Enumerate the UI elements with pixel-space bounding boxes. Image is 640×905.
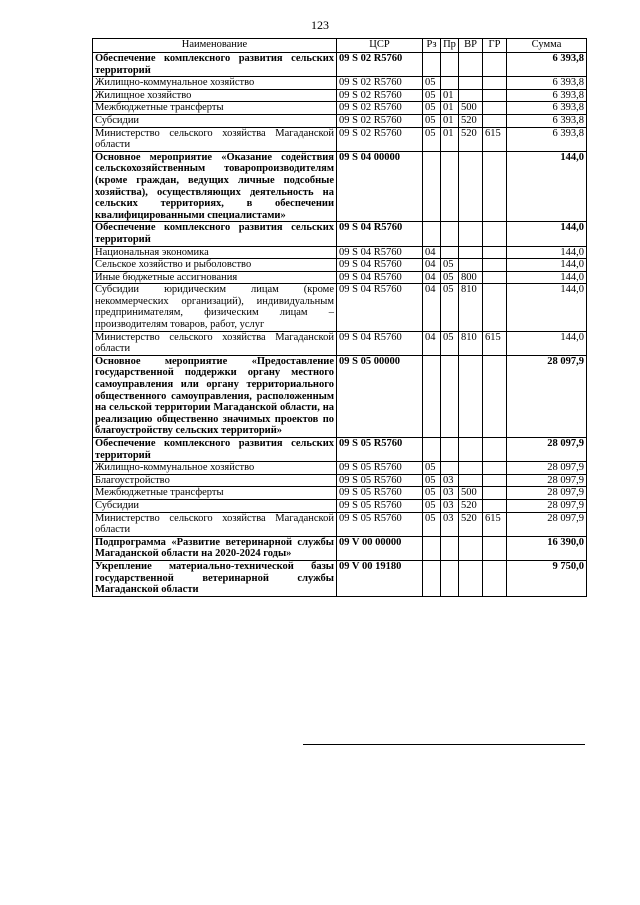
- cell-name: Жилищное хозяйство: [93, 89, 337, 102]
- table-row: [93, 331, 587, 355]
- cell-rz: 05: [423, 474, 441, 487]
- cell-csr: 09 S 05 R5760: [337, 499, 423, 512]
- cell-csr: 09 S 05 R5760: [337, 512, 423, 536]
- header-csr: ЦСР: [337, 39, 423, 53]
- cell-rz: 05: [423, 462, 441, 475]
- cell-csr: 09 S 05 R5760: [337, 462, 423, 475]
- cell-sum: 28 097,9: [507, 499, 587, 512]
- cell-name: Жилищно-коммунальное хозяйство: [93, 77, 337, 90]
- cell-pr: 01: [441, 114, 459, 127]
- cell-pr: 05: [441, 331, 459, 355]
- cell-rz: [423, 355, 441, 437]
- cell-sum: 144,0: [507, 271, 587, 284]
- cell-vr: [459, 53, 483, 77]
- cell-name: Благоустройство: [93, 474, 337, 487]
- cell-rz: 05: [423, 499, 441, 512]
- cell-pr: 03: [441, 487, 459, 500]
- table-row: [93, 102, 587, 115]
- cell-rz: 05: [423, 487, 441, 500]
- cell-gr: 615: [483, 512, 507, 536]
- table-row: [93, 512, 587, 536]
- header-row: [93, 39, 587, 53]
- cell-name: Обеспечение комплексного развития сельских территорий: [93, 53, 337, 77]
- cell-sum: 144,0: [507, 246, 587, 259]
- cell-pr: [441, 355, 459, 437]
- table-row: [93, 536, 587, 560]
- cell-name: Жилищно-коммунальное хозяйство: [93, 462, 337, 475]
- table-row: [93, 246, 587, 259]
- cell-rz: 04: [423, 284, 441, 331]
- cell-rz: 05: [423, 102, 441, 115]
- cell-sum: 28 097,9: [507, 355, 587, 437]
- cell-sum: 28 097,9: [507, 474, 587, 487]
- cell-vr: [459, 355, 483, 437]
- cell-csr: 09 S 04 R5760: [337, 259, 423, 272]
- cell-rz: [423, 151, 441, 222]
- cell-name: Межбюджетные трансферты: [93, 102, 337, 115]
- cell-gr: 615: [483, 331, 507, 355]
- cell-vr: 520: [459, 512, 483, 536]
- cell-sum: 6 393,8: [507, 77, 587, 90]
- cell-vr: 500: [459, 487, 483, 500]
- cell-vr: 810: [459, 331, 483, 355]
- cell-gr: [483, 259, 507, 272]
- cell-rz: 04: [423, 246, 441, 259]
- header-sum: Сумма: [507, 39, 587, 53]
- cell-pr: [441, 246, 459, 259]
- table-row: [93, 53, 587, 77]
- cell-name: Субсидии юридическим лицам (кроме некоммерческих организаций), индивидуальным предпринимателям, физическим лицам – производителям товаров, работ, услуг: [93, 284, 337, 331]
- cell-rz: 05: [423, 77, 441, 90]
- cell-name: Министерство сельского хозяйства Магаданской области: [93, 331, 337, 355]
- cell-vr: [459, 222, 483, 246]
- table-body: [93, 53, 587, 597]
- header-rz: Рз: [423, 39, 441, 53]
- table-row: [93, 114, 587, 127]
- table-row: [93, 222, 587, 246]
- cell-csr: 09 S 02 R5760: [337, 127, 423, 151]
- cell-pr: 05: [441, 284, 459, 331]
- cell-sum: 9 750,0: [507, 560, 587, 596]
- cell-csr: 09 S 02 R5760: [337, 77, 423, 90]
- cell-vr: [459, 462, 483, 475]
- cell-gr: [483, 222, 507, 246]
- cell-name: Основное мероприятие «Предоставление государственной поддержки органу местного самоуправления или органу территориального общественного самоуправления, расположенным на сельской территории Магаданской области, на реализацию общественно значимых проектов по благоустройству сельских территорий»: [93, 355, 337, 437]
- cell-vr: [459, 560, 483, 596]
- cell-gr: 615: [483, 127, 507, 151]
- cell-pr: 03: [441, 474, 459, 487]
- table-row: [93, 560, 587, 596]
- table-row: [93, 151, 587, 222]
- cell-vr: [459, 259, 483, 272]
- cell-sum: 144,0: [507, 222, 587, 246]
- cell-vr: [459, 89, 483, 102]
- page-number: 123: [311, 18, 329, 32]
- table-row: [93, 438, 587, 462]
- table-row: [93, 284, 587, 331]
- cell-name: Межбюджетные трансферты: [93, 487, 337, 500]
- cell-vr: [459, 474, 483, 487]
- cell-vr: [459, 151, 483, 222]
- cell-csr: 09 S 04 R5760: [337, 331, 423, 355]
- table-header: [93, 39, 587, 53]
- cell-gr: [483, 355, 507, 437]
- cell-csr: 09 S 04 R5760: [337, 271, 423, 284]
- cell-vr: [459, 536, 483, 560]
- cell-rz: 05: [423, 114, 441, 127]
- cell-gr: [483, 487, 507, 500]
- cell-csr: 09 S 02 R5760: [337, 89, 423, 102]
- table-row: [93, 271, 587, 284]
- cell-gr: [483, 89, 507, 102]
- cell-gr: [483, 438, 507, 462]
- table-row: [93, 355, 587, 437]
- cell-rz: 05: [423, 127, 441, 151]
- cell-pr: 05: [441, 259, 459, 272]
- cell-pr: [441, 222, 459, 246]
- cell-rz: [423, 53, 441, 77]
- cell-name: Национальная экономика: [93, 246, 337, 259]
- cell-name: Укрепление материально-технической базы государственной ветеринарной службы Магаданской области: [93, 560, 337, 596]
- cell-name: Министерство сельского хозяйства Магаданской области: [93, 512, 337, 536]
- cell-rz: [423, 222, 441, 246]
- cell-name: Субсидии: [93, 114, 337, 127]
- cell-pr: [441, 560, 459, 596]
- cell-csr: 09 V 00 19180: [337, 560, 423, 596]
- cell-vr: 520: [459, 114, 483, 127]
- cell-sum: 144,0: [507, 151, 587, 222]
- cell-vr: [459, 438, 483, 462]
- cell-sum: 6 393,8: [507, 127, 587, 151]
- cell-csr: 09 S 05 R5760: [337, 438, 423, 462]
- cell-name: Сельское хозяйство и рыболовство: [93, 259, 337, 272]
- cell-csr: 09 S 02 R5760: [337, 53, 423, 77]
- cell-sum: 144,0: [507, 331, 587, 355]
- cell-pr: 01: [441, 102, 459, 115]
- cell-sum: 144,0: [507, 284, 587, 331]
- cell-csr: 09 S 04 R5760: [337, 246, 423, 259]
- header-gr: ГР: [483, 39, 507, 53]
- table-row: [93, 462, 587, 475]
- cell-name: Обеспечение комплексного развития сельских территорий: [93, 438, 337, 462]
- cell-gr: [483, 560, 507, 596]
- cell-rz: [423, 536, 441, 560]
- cell-csr: 09 S 02 R5760: [337, 102, 423, 115]
- cell-pr: 03: [441, 499, 459, 512]
- cell-csr: 09 S 05 R5760: [337, 487, 423, 500]
- cell-pr: 05: [441, 271, 459, 284]
- cell-pr: [441, 536, 459, 560]
- cell-pr: [441, 151, 459, 222]
- cell-csr: 09 S 05 00000: [337, 355, 423, 437]
- cell-pr: [441, 438, 459, 462]
- budget-table: [92, 38, 587, 597]
- cell-name: Основное мероприятие «Оказание содействия сельскохозяйственным товаропроизводителям (кроме граждан, ведущих личные подсобные хозяйства), осуществляющих деятельность на сельских территориях, в обеспечении квалифицированными специалистами»: [93, 151, 337, 222]
- table-row: [93, 499, 587, 512]
- cell-sum: 6 393,8: [507, 53, 587, 77]
- cell-gr: [483, 284, 507, 331]
- cell-gr: [483, 246, 507, 259]
- cell-csr: 09 V 00 00000: [337, 536, 423, 560]
- cell-sum: 6 393,8: [507, 114, 587, 127]
- cell-sum: 28 097,9: [507, 462, 587, 475]
- cell-gr: [483, 102, 507, 115]
- cell-sum: 6 393,8: [507, 102, 587, 115]
- table-row: [93, 89, 587, 102]
- cell-sum: 16 390,0: [507, 536, 587, 560]
- table-row: [93, 127, 587, 151]
- cell-vr: [459, 246, 483, 259]
- cell-sum: 6 393,8: [507, 89, 587, 102]
- cell-pr: 01: [441, 127, 459, 151]
- cell-gr: [483, 474, 507, 487]
- footer-rule: [303, 744, 585, 745]
- cell-vr: [459, 77, 483, 90]
- cell-gr: [483, 499, 507, 512]
- cell-rz: 04: [423, 271, 441, 284]
- header-vr: ВР: [459, 39, 483, 53]
- cell-name: Субсидии: [93, 499, 337, 512]
- cell-name: Министерство сельского хозяйства Магаданской области: [93, 127, 337, 151]
- cell-sum: 28 097,9: [507, 512, 587, 536]
- cell-vr: 800: [459, 271, 483, 284]
- cell-vr: 500: [459, 102, 483, 115]
- cell-csr: 09 S 04 R5760: [337, 222, 423, 246]
- cell-csr: 09 S 02 R5760: [337, 114, 423, 127]
- cell-sum: 28 097,9: [507, 438, 587, 462]
- cell-name: Иные бюджетные ассигнования: [93, 271, 337, 284]
- cell-pr: 03: [441, 512, 459, 536]
- cell-rz: 04: [423, 331, 441, 355]
- table-row: [93, 259, 587, 272]
- table-row: [93, 77, 587, 90]
- cell-gr: [483, 151, 507, 222]
- cell-rz: 05: [423, 89, 441, 102]
- cell-vr: 520: [459, 127, 483, 151]
- cell-gr: [483, 536, 507, 560]
- cell-name: Обеспечение комплексного развития сельских территорий: [93, 222, 337, 246]
- cell-rz: [423, 560, 441, 596]
- cell-gr: [483, 53, 507, 77]
- cell-pr: [441, 462, 459, 475]
- header-pr: Пр: [441, 39, 459, 53]
- table-row: [93, 487, 587, 500]
- cell-pr: [441, 53, 459, 77]
- cell-gr: [483, 114, 507, 127]
- cell-pr: [441, 77, 459, 90]
- cell-csr: 09 S 05 R5760: [337, 474, 423, 487]
- cell-rz: [423, 438, 441, 462]
- cell-sum: 144,0: [507, 259, 587, 272]
- cell-csr: 09 S 04 00000: [337, 151, 423, 222]
- header-name: Наименование: [93, 39, 337, 53]
- cell-gr: [483, 77, 507, 90]
- cell-rz: 04: [423, 259, 441, 272]
- cell-vr: 810: [459, 284, 483, 331]
- cell-name: Подпрограмма «Развитие ветеринарной службы Магаданской области на 2020-2024 годы»: [93, 536, 337, 560]
- cell-csr: 09 S 04 R5760: [337, 284, 423, 331]
- cell-vr: 520: [459, 499, 483, 512]
- cell-gr: [483, 271, 507, 284]
- cell-sum: 28 097,9: [507, 487, 587, 500]
- cell-gr: [483, 462, 507, 475]
- cell-pr: 01: [441, 89, 459, 102]
- cell-rz: 05: [423, 512, 441, 536]
- table-row: [93, 474, 587, 487]
